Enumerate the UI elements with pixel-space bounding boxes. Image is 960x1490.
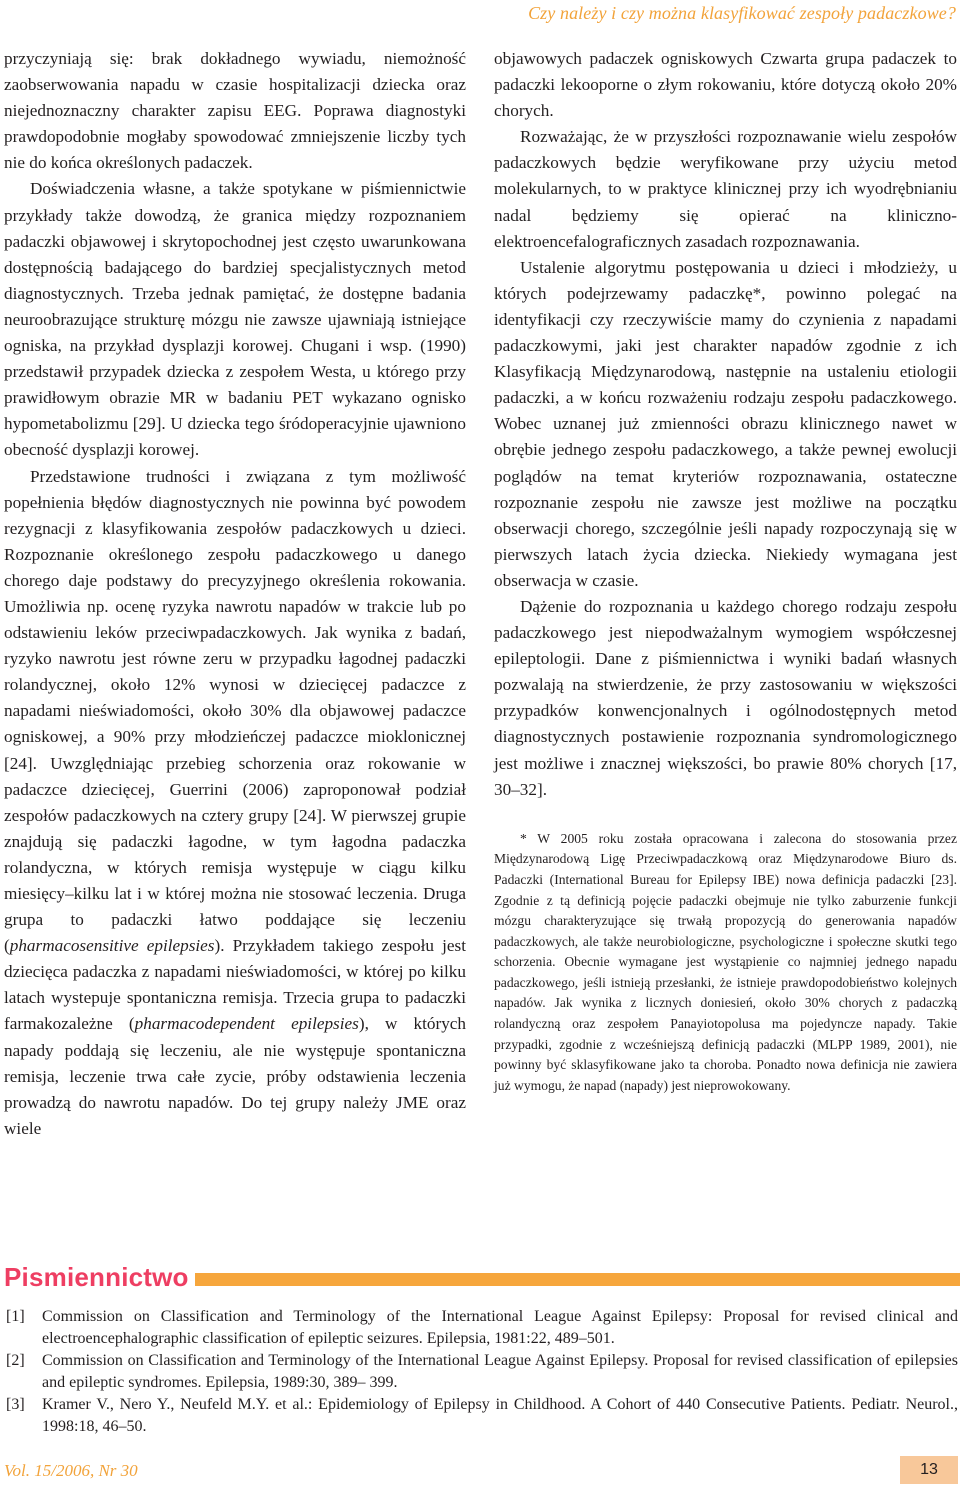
reference-item: [4, 1350, 958, 1393]
right-column: [494, 46, 957, 1096]
reference-text: Commission on Classification and Terminology of the International League Against Epilepsy: Proposal for revised clinical and electroencephalographic classification of epileptic seizures. Epilepsia, 1981:22, 489–501.: [42, 1308, 958, 1347]
left-column: [4, 46, 466, 1142]
running-title: Czy należy i czy można klasyfikować zespoły padaczkowe?: [528, 3, 956, 23]
reference-number: [2]: [6, 1352, 25, 1370]
left-paragraph-3-part-c: ), w których napady poddają się leczeniu, ale nie występuje spontaniczna remisja, leczenie trwa całe zycie, próby odstawienia leczenia prowadzą do nawrotu napadów. Do tej grupy należy JME oraz wiele: [4, 1014, 467, 1138]
left-paragraph-1: przyczyniają się: brak dokładnego wywiadu, niemożność zaobserwowania napadu w czasie hospitalizacji dziecka oraz niejednoznaczny charakter zapisu EEG. Poprawa diagnostyki prawdopodobnie mogłaby spowodować zmniejszenie liczby tych nie do końca określonych padaczek.: [4, 49, 466, 173]
footnote: [494, 829, 957, 1097]
right-paragraph-3: Ustalenie algorytmu postępowania u dzieci i młodzieży, u których podejrzewamy padaczkę*, powinno polegać na identyfikacji czy rzeczywiście mamy do czynienia z napadami padaczkowymi, jaki jest charakter napadów zgodnie z ich Klasyfikacją Międzynarodową, następnie na ustaleniu etiologii padaczki, a w końcu rozważeniu rodzaju zespołu padaczkowego. Wobec uznanej już zmienności obrazu klinicznego nawet w obrębie jednego zespołu padaczkowego, a także pewnej ewolucji poglądów na temat kryteriów rozpoznawania, ostateczne rozpoznanie zespołu nie zawsze jest możliwe na początku obserwacji chorego, szczególnie jeśli napady rozpoczynają się w pierwszych latach życia dziecka. Niekiedy wymagana jest obserwacja w czasie.: [494, 257, 957, 590]
italic-term-pharmacosensitive: pharmacosensitive epilepsies: [9, 936, 215, 956]
reference-list: [4, 1306, 958, 1439]
reference-item: [4, 1306, 958, 1349]
reference-number: [3]: [6, 1396, 25, 1414]
left-paragraph-2: Doświadczenia własne, a także spotykane w piśmiennictwie przykłady także dowodzą, że granica między rozpoznaniem padaczki objawowej i skrytopochodnej jest często uwarunkowana dostępnością badającego do bardziej specjalistycznych metod diagnostycznych. Trzeba jednak pamiętać, że dostępne badania neuroobrazujące strukturę mózgu nie zawsze ujawniają istniejące ogniska, na przykład dysplazji korowej. Chugani i wsp. (1990) przedstawił przypadek dziecka z zespołem Westa, u którego przy prawidłowym obrazie MR w badaniu PET wykazano ognisko hypometabolizmu [29]. U dziecka tego śródoperacyjnie ujawniono obecność dysplazji korowej.: [4, 179, 466, 460]
left-paragraph-3-part-b: ). Przykładem takiego zespołu jest dziecięca padaczka z napadami nieświadomości, w której po kilku latach wystepuje spontaniczna remisja. Trzecia grupa to padaczki farmakozależne (: [4, 936, 466, 1034]
reference-number: [1]: [6, 1308, 25, 1325]
journal-volume: Vol. 15/2006, Nr 30: [4, 1461, 138, 1480]
heading-accent-bar: [195, 1273, 960, 1286]
left-paragraph-3: [4, 464, 466, 1142]
references-heading-row: [4, 1260, 960, 1294]
references-heading: Pismiennictwo: [4, 1260, 195, 1294]
footnote-text: * W 2005 roku została opracowana i zalecona do stosowania przez Międzynarodową Ligę Przeciwpadaczkową oraz Międzynarodowe Biuro ds. Padaczki (International Bureau for Epilepsy IBE) nowa definicja padaczki [23]. Zgodnie z tą definicją pojęcie padaczki obejmuje nie tylko zaburzenie funkcji mózgu charakteryzujące się trwałą propozycją do generowania napadów padaczkowych, ale także neurobiologiczne, psychologiczne i społeczne skutki tego schorzenia. Obecnie wymagane jest wystąpienie co najmniej jednego napadu padaczkowego, jeśli istnieją przesłanki, że istnieje prawdopodobieństwo kolejnych napadów. Jak wynika z licznych doniesień, około 30% chorych z padaczką rolandyczną oraz zespołem Panayiotopolusa ma pojedyncze napady. Takie przypadki, zgodnie z wcześniejszą definicją padaczki (MLPP 1989, 2001), nie powinny być sklasyfikowane jako ta choroba. Ponadto nowa definicja nie zawiera już wymogu, że napad (napady) jest nieprowokowany.: [494, 830, 957, 1093]
page-number: 13: [900, 1456, 958, 1484]
right-paragraph-2: Rozważając, że w przyszłości rozpoznawanie wielu zespołów padaczkowych będzie weryfikowane przy użyciu metod molekularnych, to w praktyce klinicznej przy ich wyodrębnianiu nadal będziemy się opierać na kliniczno-elektroencefalograficznych zasadach rozpoznawania.: [494, 127, 957, 251]
reference-text: Kramer V., Nero Y., Neufeld M.Y. et al.: Epidemiology of Epilepsy in Childhood. A Cohort of 440 Consecutive Patients. Pediatr. Neurol., 1998:18, 46–50.: [42, 1396, 958, 1435]
right-paragraph-1: objawowych padaczek ogniskowych Czwarta grupa padaczek to padaczki lekooporne o złym rokowaniu, które dotyczą około 20% chorych.: [494, 49, 957, 121]
left-paragraph-3-part-a: Przedstawione trudności i związana z tym możliwość popełnienia błędów diagnostycznych nie powinna być powodem rezygnacji z klasyfikowania zespołów padaczkowych u dzieci. Rozpoznanie określonego zespołu padaczkowego u danego chorego daje podstawy do precyzyjnego określenia rokowania. Umożliwia np. ocenę ryzyka nawrotu napadów w trakcie lub po odstawieniu leków przeciwpadaczkowych. Jak wynika z badań, ryzyko nawrotu jest równe zeru w przypadku łagodnej padaczki rolandycznej, około 12% wynosi w dziecięcej padaczce z napadami nieświadomości, około 30% dla objawowej padaczce ogniskowej, a 90% przy młodzieńczej padaczce mioklonicznej [24]. Uwzględniając przebieg schorzenia oraz rokowanie w padaczce dziecięcej, Guerrini (2006) zaproponował podział zespołów padaczkowych na cztery grupy [24]. W pierwszej grupie znajdują się padaczki łagodne, w tym łagodna padaczka rolandyczna, w których remisja występuje w ciągu kilku miesięcy–kilku lat i w której można nie stosować leczenia. Druga grupa to padaczki łatwo poddające się leczeniu (: [4, 466, 466, 956]
reference-text: Commission on Classification and Terminology of the International League Against Epilepsy. Proposal for revised classification of epilepsies and epileptic syndromes. Epilepsia, 1989:30, 389– 399.: [42, 1352, 958, 1391]
italic-term-pharmacodependent: pharmacodependent epilepsies: [134, 1014, 359, 1034]
right-paragraph-4: Dążenie do rozpoznania u każdego chorego rodzaju zespołu padaczkowego jest niepodważalnym wymogiem współczesnej epileptologii. Dane z piśmiennictwa i wyniki badań własnych pozwalają na stwierdzenie, że przy zastosowaniu w większości przypadków konwencjonalnych i ogólnodostępnych metod diagnostycznych postawienie rozpoznania syndromologicznego jest możliwe i znacznej większości, bo prawie 80% chorych [17, 30–32].: [494, 596, 957, 799]
reference-item: [4, 1394, 958, 1437]
